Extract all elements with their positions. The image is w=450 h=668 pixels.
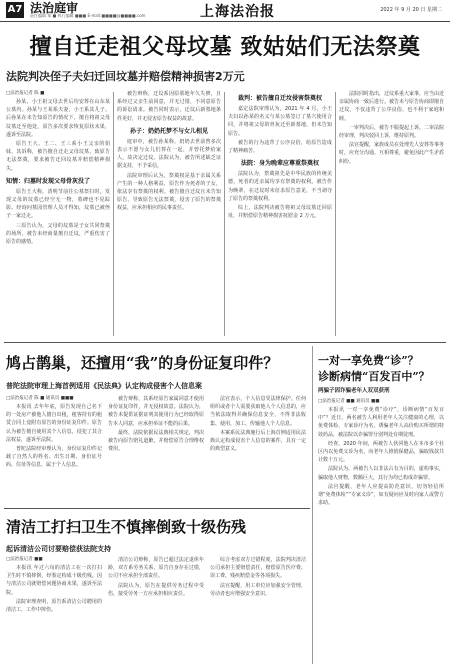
masthead xyxy=(0,0,450,22)
paragraph: 一审判决后，被告不服提起上诉。二审法院经审理，判决驳回上诉，维持原判。 xyxy=(339,124,444,140)
paragraph: 法官提醒，老年人应提高防范意识，切勿轻信所谓“免费体检”“专家义诊”，如有疑问应及时向家人或警方求助。 xyxy=(318,483,444,507)
story1-subhead-4: 法院：身为晚辈应尊重祭奠权 xyxy=(240,160,319,168)
story1-subhead-1: 知情：归墓时发现父母骨灰没了 xyxy=(6,177,91,185)
story3-title-line-2: 诊断病情“百发百中”？ xyxy=(318,370,430,383)
story4-column-1 xyxy=(6,556,102,664)
story2-column-1 xyxy=(6,395,102,507)
story3-column xyxy=(318,398,444,664)
paragraph: 法院认为，祭奠祖先是中华民族的传统美德，死者的近亲属均享有祭奠的权利。被告作为晚辈，在迁坟时未征求原告意见，不当剥夺了原告的祭奠权利。 xyxy=(228,171,332,202)
story1-title: 擅自迁走祖父母坟墓 致姑姑们无法祭奠 xyxy=(29,34,421,60)
paragraph: 法官提醒，用工单位应加强安全管理，劳动者也应增强安全意识。 xyxy=(210,582,306,597)
paragraph: 清洁公司辩称，原告已超过法定退休年龄，双方系劳务关系，原告自身存在过错，公司不应承担全部责任。 xyxy=(108,557,204,580)
paragraph: 经查，2020 年间，两被告人伙同他人在本市多个社区内以免费义诊为名，向老年人推销保健品，骗取钱款共计数十万元。 xyxy=(318,440,444,464)
paragraph: 法院认为，两被告人以非法占有为目的，虚构事实，骗取他人财物，数额巨大，其行为均已构成诈骗罪。 xyxy=(318,466,444,481)
story1-column-3 xyxy=(228,90,332,338)
paragraph: 法官表示，个人信息受法律保护。任何组织或者个人需要获取他人个人信息的，应当依法取得并确保信息安全，不得非法收集、使用、加工、传输他人个人信息。 xyxy=(210,396,306,427)
paragraph: 孙某、小王祖父母去世后均安葬在山东某公墓内。孙某与王某系夫妻，小王系其儿子。后孙某在未告知原告的情况下，擅自将祖父母坟墓迁至他处，原告多次要求恢复原状未果，遂诉至法院。 xyxy=(6,99,110,138)
paragraph: 普陀法院经审理认为，身份证复印件记载了自然人的姓名、出生日期、身份证号码、住址等信息，属于个人信息。 xyxy=(6,446,102,469)
story3-subtitle: 两骗子因诈骗老年人双双获刑 xyxy=(318,388,390,394)
paragraph: 本报讯 一对一享免费“诊疗”，诊断病情“百发百中”？近日，两名被告人利用老年人关注健康的心理，以免费体检、专家诊疗为名，诱骗老年人高价购买所谓的特效药品，被法院以诈骗罪分别判处有期徒刑。 xyxy=(318,407,444,438)
story2-byline: □法治报记者 陈 ■ 通讯员 ■■■ xyxy=(6,396,74,401)
story4-column-3 xyxy=(210,556,306,664)
story1-subtitle: 法院判决侄子夫妇迁回坟墓并赔偿精神损害2万元 xyxy=(6,70,245,83)
paragraph: 本报讯 年过六旬的清洁工在一次打扫卫生时不慎摔倒，经鉴定构成十级伤残。因与清洁公司就赔偿问题协商未果，遂诉至法院。 xyxy=(6,565,102,596)
story3-title-line-1: 一对一享免费“诊”？ xyxy=(318,354,419,367)
story1-column-4 xyxy=(339,90,444,338)
section-name: 法治庭审 xyxy=(30,1,79,15)
paragraph: 被告的行为违背了公序良俗，给原告造成了精神痛苦。 xyxy=(228,139,332,155)
paragraph: 被告辩称，其系经原告家属同意才使用身份证复印件，并无侵权故意。法院认为，被告未提供证据证明其使用行为已经取得原告本人同意，应承担举证不能的后果。 xyxy=(108,396,204,427)
story1-byline: □法治报记者 陈 ■ xyxy=(6,91,45,96)
paragraph: 法院审理查明，原告系清洁公司聘用的清洁工，工作中摔伤。 xyxy=(6,598,102,614)
story4-column-2 xyxy=(108,556,204,664)
issue-date: 2022 年 9 月 20 日 星期二 xyxy=(380,7,442,13)
paragraph: 原告王大、王二、王三系小王父亲的姐妹，其诉称，被告擅自迁走父母坟墓，致原告无法祭奠，要求被告迁回坟墓并赔偿精神损失。 xyxy=(6,141,110,172)
story3-byline: □法治报记者 ■■ 通讯员 ■■ xyxy=(318,399,380,404)
story1-subhead-3: 裁判：被告擅自迁坟侵害祭奠权 xyxy=(237,95,322,102)
paragraph: 被告辩称，迁坟系因原墓地年久失修，且系经过父亲生前同意，并无过错，不同意原告的诉讼请求。被告同时表示，迁坟后新墓地条件更好，并无侵害原告权益的故意。 xyxy=(117,91,221,122)
story2-column-2 xyxy=(108,395,204,507)
paragraph: 原告王大称，清明节前往公墓祭扫时，发现父母的坟墓已经空无一物，墓碑也不见踪影。经询问墓园管理人员才得知，坟墓已被侄子一家迁走。 xyxy=(6,188,110,220)
paragraph: 法院认为，原告在提供劳务过程中受伤，接受劳务一方应承担相应责任。 xyxy=(108,582,204,597)
story4-title: 清洁工打扫卫生不慎摔倒致十级伤残 xyxy=(6,518,247,536)
editors-line: 责任编辑 郑 ■ 执行编辑 ■■■ E-mail:■■■■@■■■■.com xyxy=(30,13,146,18)
section-rule xyxy=(4,342,446,343)
paragraph: 综合考虑双方过错程度，法院判决清洁公司承担主要赔偿责任，赔偿原告医疗费、误工费、残疾赔偿金等各项损失。 xyxy=(210,557,306,580)
paragraph: 法院审理后认为，祭奠权是基于亲属关系产生的一种人格利益，原告作为死者的子女，依法享有祭奠的权利。被告擅自迁坟且未告知原告，导致原告无法祭奠，侵害了原告的祭奠权益，应承担相应的民事责任。 xyxy=(117,172,221,212)
story4-subtitle: 起诉清洁公司讨要赔偿获法院支持 xyxy=(6,545,111,553)
column-divider xyxy=(113,92,114,336)
column-divider xyxy=(335,92,336,336)
paragraph: 法官提醒，家族成员在处理先人安葬等事务时，应充分沟通、互相尊重，避免因此产生矛盾纠纷。 xyxy=(339,142,444,165)
story4-byline: □法治报记者 ■■ xyxy=(6,557,43,562)
page-number: A7 xyxy=(6,2,24,18)
paragraph: 法院同时指出，迁坟系重大家事，应当由近亲属协商一致后进行。被告未与原告协商即擅自迁坟，不仅违背了公序良俗，也不利于家庭和睦。 xyxy=(339,91,444,122)
column-divider xyxy=(312,346,313,664)
paragraph: 庭审中，被告孙某称，奶奶去世前曾多次表示不愿与女儿们葬在一起，并曾托梦给家人，故决定迁坟。法院认为，被告所述缺乏证据支持，不予采信。 xyxy=(117,138,221,170)
column-divider xyxy=(224,92,225,336)
story2-column-3 xyxy=(210,395,306,507)
paper-name: 上海法治报 xyxy=(200,4,275,20)
story2-subtitle: 普陀法院审理上海首例适用《民法典》认定构成侵害个人信息案 xyxy=(6,382,202,390)
paragraph: 本报讯 去年年底，原告发现自己名下的一处房产被他人擅自出租，租客持有的租赁合同上竟附有原告的身份证复印件。原告认为被告擅自使用其个人信息，侵犯了其合法权益，遂诉至法院。 xyxy=(6,404,102,443)
story1-column-1 xyxy=(6,90,110,338)
paragraph: 最终，法院依据民法典相关规定，判决被告向原告赔礼道歉，并赔偿原告合理维权费用。 xyxy=(108,429,204,453)
paragraph: 综上，法院判决被告将祖父母坟墓迁回原址，并赔偿原告精神损害抚慰金 2 万元。 xyxy=(228,205,332,220)
paragraph: 三原告认为，父母的坟墓是子女共同祭奠的场所，被告未经商量擅自迁坟，严重伤害了原告的感情。 xyxy=(6,222,110,246)
story1-column-2 xyxy=(117,90,221,338)
paragraph: 本案系民法典施行后上海首例适用民法典认定构成侵害个人信息的案件，具有一定的典型意义。 xyxy=(210,429,306,453)
story2-title: 鸠占鹊巢，还擅用“我”的身份证复印件？ xyxy=(6,354,279,372)
section-rule xyxy=(4,508,310,509)
paragraph: 嘉定法院审理认为，2021 年 4 月，小王夫妇以孙某的名义与某公墓签订了墓穴使用合同，并将祖父母的骨灰迁至新墓地，但未告知原告。 xyxy=(228,106,332,137)
story1-subhead-2: 孙子：奶奶托梦不与女儿相见 xyxy=(129,127,208,135)
